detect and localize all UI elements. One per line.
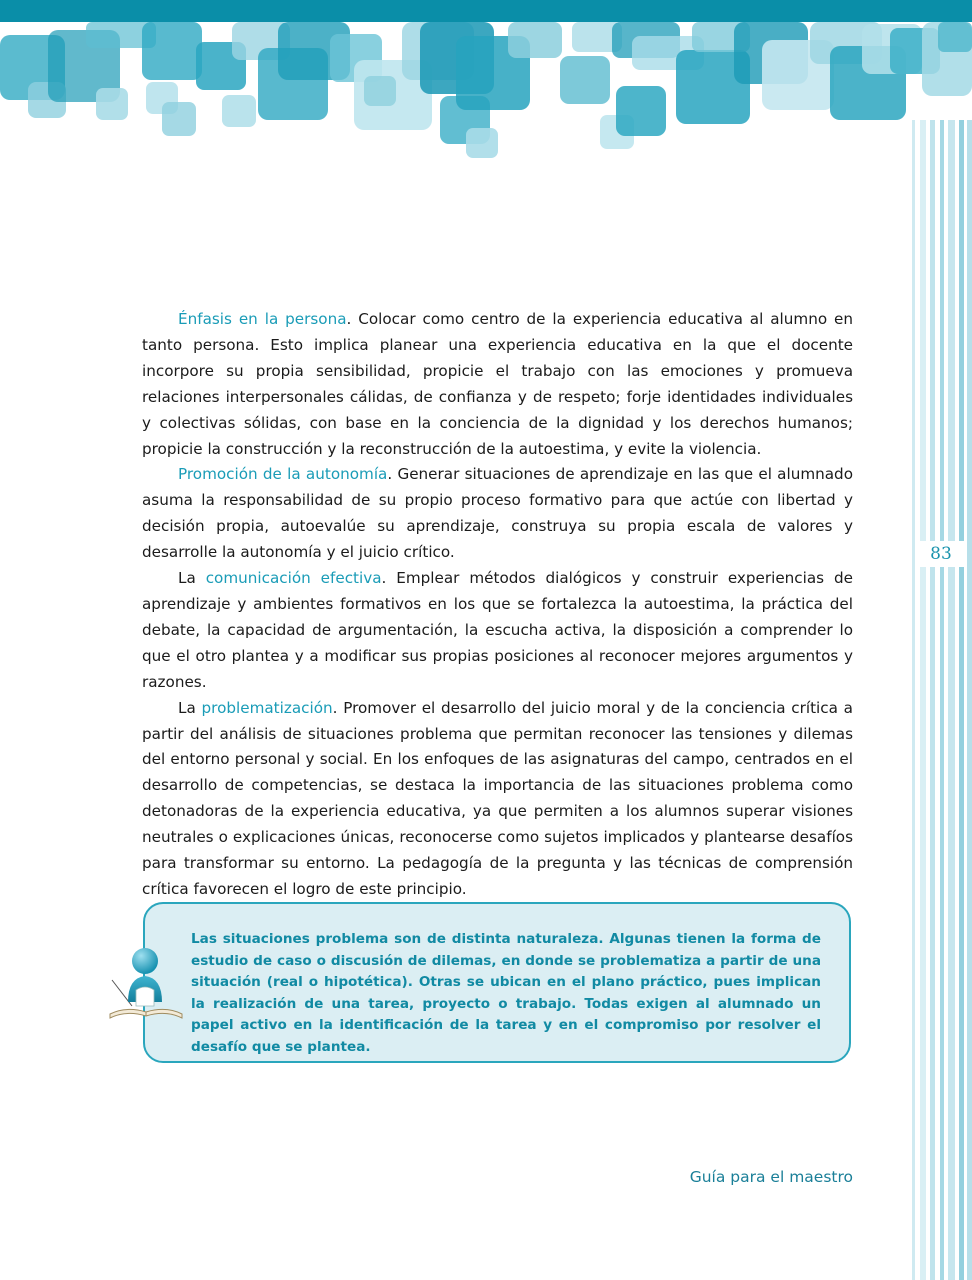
header-squares-decoration (0, 0, 972, 170)
paragraph-promocion-autonomia: Promoción de la autonomía. Generar situaciones de aprendizaje en las que el alumnado asuma la responsabilidad de su propio proceso formativo para que actúe con libertad y decisión propia, autoevalúe su aprendizaje, construya su propia escala de valores y desarrolle la autonomía y el juicio crítico. (142, 465, 853, 562)
term-highlight: problematización (201, 698, 333, 717)
reader-figure-icon (106, 946, 186, 1022)
footer-title: Guía para el maestro (689, 1168, 853, 1186)
term-highlight: comunicación efectiva (205, 569, 382, 588)
page-number: 83 (916, 541, 966, 567)
callout-box (143, 902, 851, 1063)
callout-text: Las situaciones problema son de distinta naturaleza. Algunas tienen la forma de estudio de caso o discusión de dilemas, en donde se problematiza a partir de una situación (real o hipotética). Otras se ubican en el plano práctico, pues implican la realización de una tarea, proyecto o trabajo. Todas exigen al alumnado un papel activo en la identificación de la tarea y en el compromiso por resolver el desafío que se plantea. (191, 931, 821, 1055)
body-text (142, 307, 853, 903)
term-highlight: Énfasis en la persona (178, 310, 347, 328)
paragraph-comunicacion-efectiva: La comunicación efectiva. Emplear métodos dialógicos y construir experiencias de aprendizaje y ambientes formativos en los que se fortalezca la autoestima, la práctica del debate, la capacidad de argumentación, la escucha activa, la disposición a comprender lo que el otro plantea y a modificar sus propias posiciones al reconocer mejores argumentos y razones. (142, 569, 853, 691)
paragraph-problematizacion: La problematización. Promover el desarrollo del juicio moral y de la conciencia crítica a partir del análisis de situaciones problema que permitan reconocer las tensiones y dilemas del entorno personal y social. En los enfoques de las asignaturas del campo, centrados en el desarrollo de competencias, se destaca la importancia de las situaciones problema como detonadoras de la experiencia educativa, ya que permiten a los alumnos superar visiones neutrales o explicaciones únicas, reconocerse como sujetos implicados y plantearse desafíos para transformar su entorno. La pedagogía de la pregunta y las técnicas de comprensión crítica favorecen el logro de este principio. (142, 698, 853, 898)
paragraph-enfasis-persona: Énfasis en la persona. Colocar como centro de la experiencia educativa al alumno en tanto persona. Esto implica planear una experiencia educativa en la que el docente incorpore su propia sensibilidad, propicie el trabajo con las emociones y promueva relaciones interpersonales cálidas, de confianza y de respeto; forje identidades individuales y colectivas sólidas, con base en la conciencia de la dignidad y los derechos humanos; propicie la construcción y la reconstrucción de la autoestima, y evite la violencia. (142, 310, 853, 458)
right-edge-stripes (908, 120, 972, 1280)
term-highlight: Promoción de la autonomía (178, 465, 388, 484)
